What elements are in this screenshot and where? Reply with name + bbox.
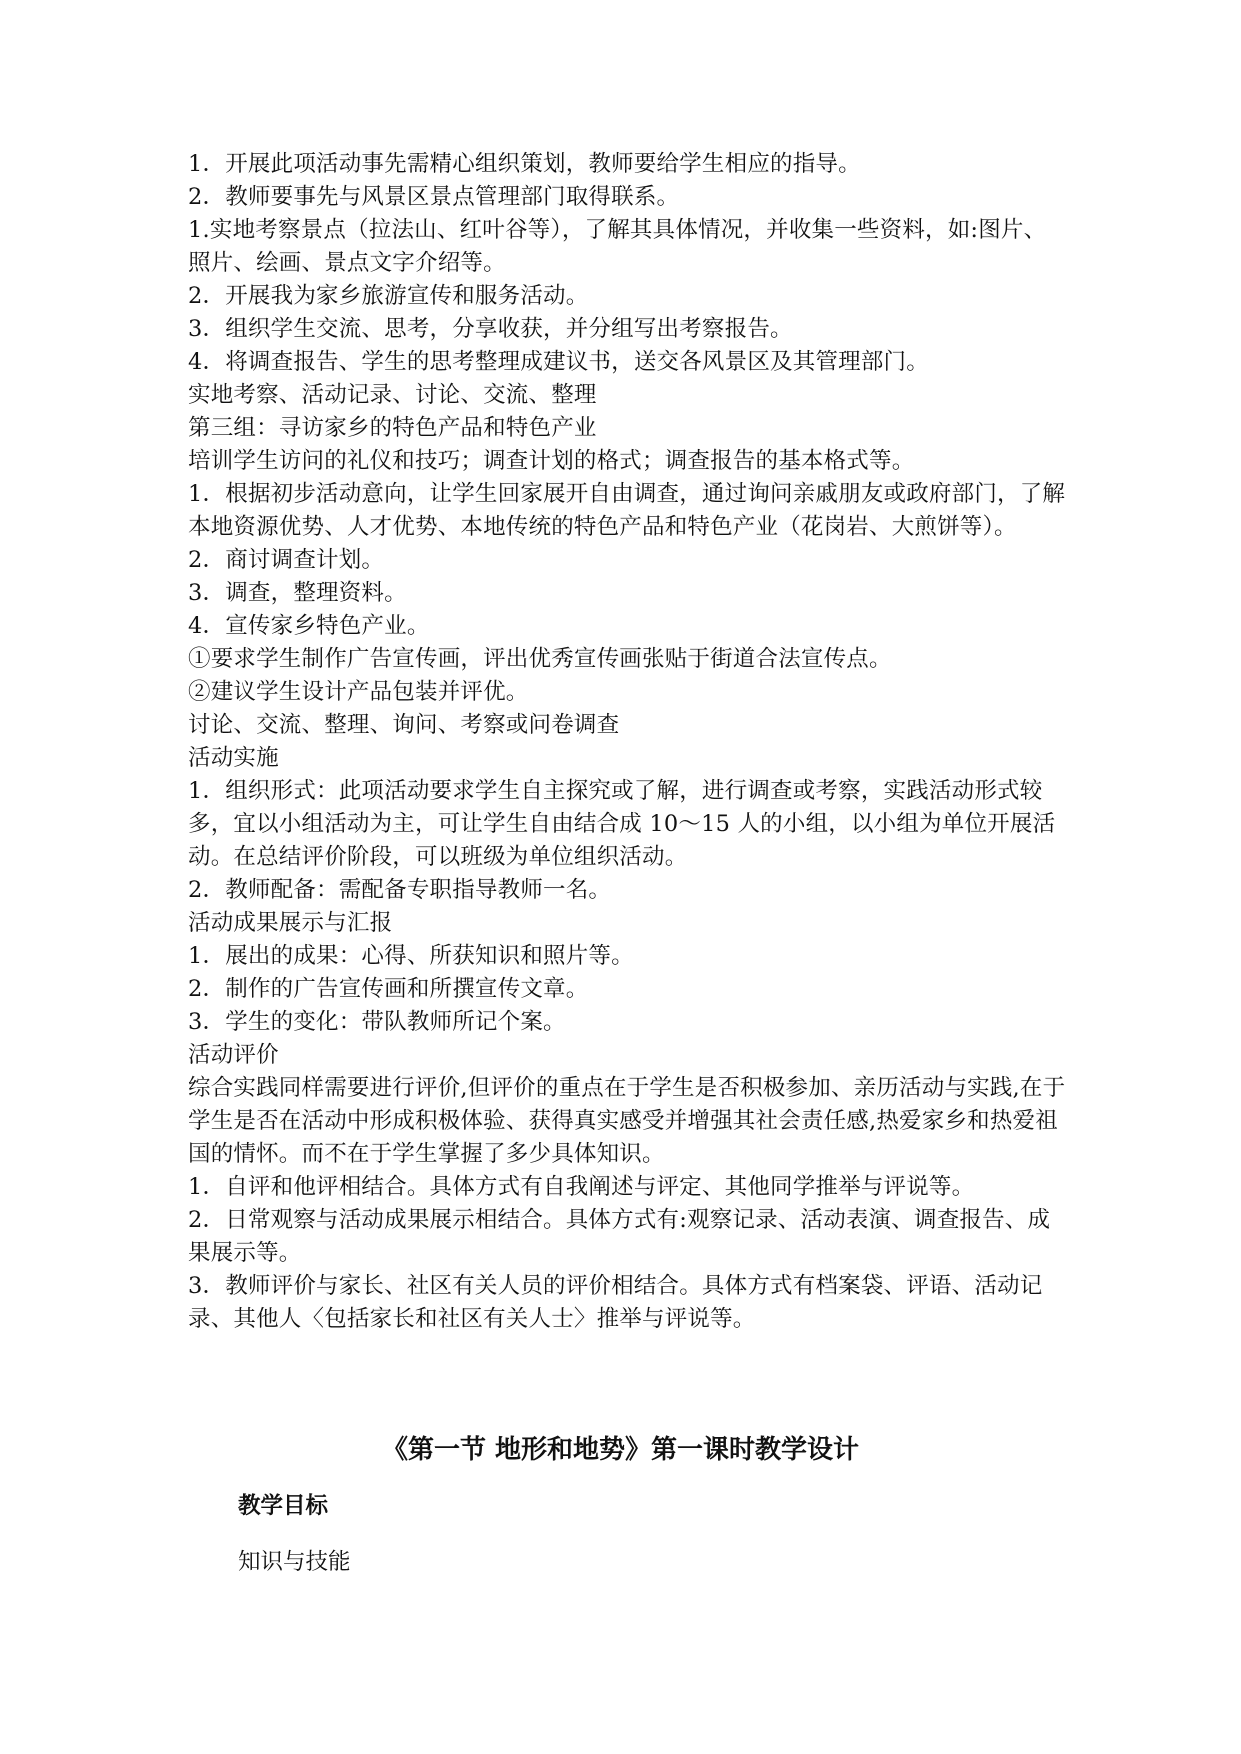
section-heading: 教学目标 (238, 1493, 329, 1519)
paragraph: 4．宣传家乡特色产业。 (188, 613, 430, 639)
paragraph: 2．开展我为家乡旅游宣传和服务活动。 (188, 283, 589, 309)
paragraph: 2．教师配备：需配备专职指导教师一名。 (188, 877, 612, 903)
body-text (188, 148, 1068, 1336)
paragraph: ①要求学生制作广告宣传画，评出优秀宣传画张贴于街道合法宣传点。 (188, 646, 892, 672)
paragraph: 1．根据初步活动意向，让学生回家展开自由调查，通过询问亲戚朋友或政府部门，了解本地资源优势、人才优势、本地传统的特色产品和特色产业（花岗岩、大煎饼等）。 (188, 481, 1066, 540)
paragraph: 1.实地考察景点（拉法山、红叶谷等），了解其具体情况，并收集一些资料，如:图片、照片、绘画、景点文字介绍等。 (188, 217, 1047, 276)
subsection-heading: 知识与技能 (238, 1549, 351, 1575)
paragraph: 2．教师要事先与风景区景点管理部门取得联系。 (188, 184, 680, 210)
section-label: 活动成果展示与汇报 (188, 910, 393, 936)
paragraph: 1．自评和他评相结合。具体方式有自我阐述与评定、其他同学推举与评说等。 (188, 1174, 975, 1200)
paragraph: 3．组织学生交流、思考，分享收获，并分组写出考察报告。 (188, 316, 793, 342)
paragraph: 1．展出的成果：心得、所获知识和照片等。 (188, 943, 634, 969)
paragraph: 2．日常观察与活动成果展示相结合。具体方式有:观察记录、活动表演、调查报告、成果展示等。 (188, 1207, 1051, 1266)
paragraph: 综合实践同样需要进行评价,但评价的重点在于学生是否积极参加、亲历活动与实践,在于学生是否在活动中形成积极体验、获得真实感受并增强其社会责任感,热爱家乡和热爱祖国的情怀。而不在于学生掌握了多少具体知识。 (188, 1075, 1066, 1167)
paragraph: 4．将调查报告、学生的思考整理成建议书，送交各风景区及其管理部门。 (188, 349, 929, 375)
paragraph: 1．组织形式：此项活动要求学生自主探究或了解，进行调查或考察，实践活动形式较多，宜以小组活动为主，可让学生自由结合成 10～15 人的小组，以小组为单位开展活动。在总结评价阶段，可以班级为单位组织活动。 (188, 778, 1056, 870)
paragraph: ②建议学生设计产品包装并评优。 (188, 679, 529, 705)
paragraph: 3．调查，整理资料。 (188, 580, 407, 606)
paragraph: 1．开展此项活动事先需精心组织策划，教师要给学生相应的指导。 (188, 151, 861, 177)
paragraph: 3．教师评价与家长、社区有关人员的评价相结合。具体方式有档案袋、评语、活动记录、其他人〈包括家长和社区有关人士〉推举与评说等。 (188, 1273, 1043, 1332)
document-title: 《第一节 地形和地势》第一课时教学设计 (381, 1435, 860, 1465)
paragraph: 第三组：寻访家乡的特色产品和特色产业 (188, 415, 597, 441)
paragraph: 实地考察、活动记录、讨论、交流、整理 (188, 382, 597, 408)
section-label: 活动实施 (188, 745, 279, 771)
paragraph: 讨论、交流、整理、询问、考察或问卷调查 (188, 712, 620, 738)
paragraph: 培训学生访问的礼仪和技巧；调查计划的格式；调查报告的基本格式等。 (188, 448, 915, 474)
paragraph: 2．商讨调查计划。 (188, 547, 385, 573)
paragraph: 2．制作的广告宣传画和所撰宣传文章。 (188, 976, 589, 1002)
section-label: 活动评价 (188, 1042, 279, 1068)
paragraph: 3．学生的变化：带队教师所记个案。 (188, 1009, 566, 1035)
